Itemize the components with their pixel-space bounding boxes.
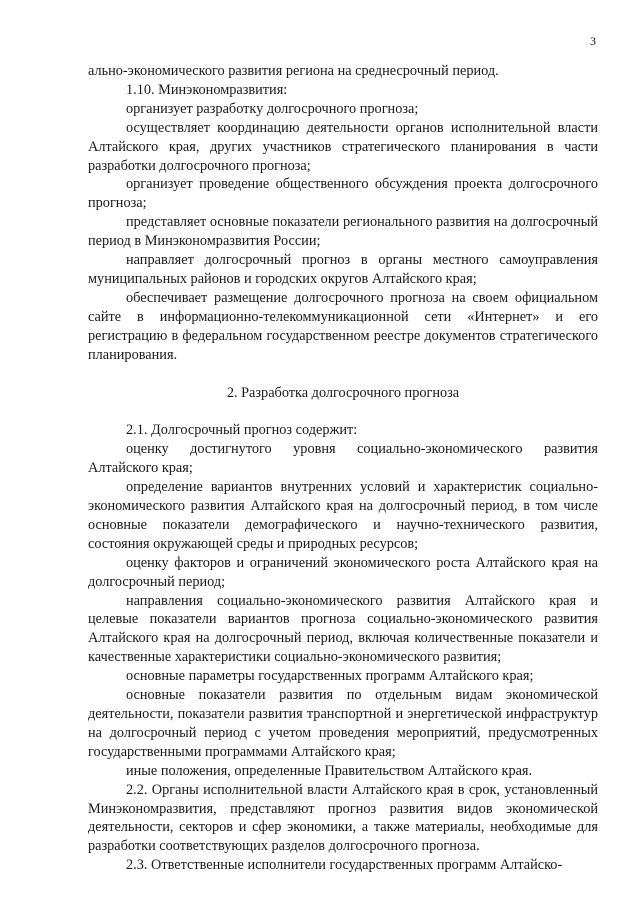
paragraph: основные показатели развития по отдельным видам экономической деятельности, показатели развития транспортной и энергетической инфраструктур на долгосрочный период с учетом проведения мероприятий, предусмотренных государственными программами Алтайского края; [88,687,598,760]
document-body [88,62,598,875]
paragraph: направления социально-экономического развития Алтайского края и целевые показатели вариантов прогноза социально-экономического развития Алтайского края на долгосрочный период, включая количественные показатели и качественные характеристики социально-экономического развития; [88,592,598,666]
paragraph: организует проведение общественного обсуждения проекта долгосрочного прогноза; [88,176,598,212]
page-number: 3 [590,34,596,48]
paragraph: 2.2. Органы исполнительной власти Алтайского края в срок, установленный Минэкономразвития, представляют прогноз развития видов экономической деятельности, секторов и сфер экономики, а также материалы, необходимые для разработки соответствующих разделов долгосрочного прогноза. [88,781,598,855]
paragraph: оценку факторов и ограничений экономического роста Алтайского края на долгосрочный период; [88,554,598,590]
paragraph: представляет основные показатели регионального развития на долгосрочный период в Минэкономразвития России; [88,214,598,250]
section-heading: 2. Разработка долгосрочного прогноза [226,384,460,401]
paragraph: организует разработку долгосрочного прогноза; [126,100,419,117]
paragraph: 1.10. Минэкономразвития: [126,81,288,98]
paragraph: оценку достигнутого уровня социально-экономического развития Алтайского края; [88,441,598,477]
paragraph: определение вариантов внутренних условий и характеристик социально-экономического развития Алтайского края на долгосрочный период, в том числе основные показатели демографического и научно-технического развития, состояния окружающей среды и природных ресурсов; [88,479,598,552]
paragraph: основные параметры государственных программ Алтайского края; [126,668,534,685]
paragraph: направляет долгосрочный прогноз в органы местного самоуправления муниципальных районов и городских округов Алтайского края; [88,252,598,287]
paragraph: 2.1. Долгосрочный прогноз содержит: [126,422,358,439]
paragraph: иные положения, определенные Правительством Алтайского края. [126,762,533,779]
paragraph: осуществляет координацию деятельности органов исполнительной власти Алтайского края, других участников стратегического планирования в части разработки долгосрочного прогноза; [88,119,598,174]
paragraph: 2.3. Ответственные исполнители государственных программ Алтайско- [126,857,563,874]
paragraph: ально-экономического развития региона на среднесрочный период. [88,63,499,79]
paragraph: обеспечивает размещение долгосрочного прогноза на своем официальном сайте в информационно-телекоммуникационной сети «Интернет» и его регистрацию в федеральном государственном реестре документов стратегического планирования. [88,289,598,363]
